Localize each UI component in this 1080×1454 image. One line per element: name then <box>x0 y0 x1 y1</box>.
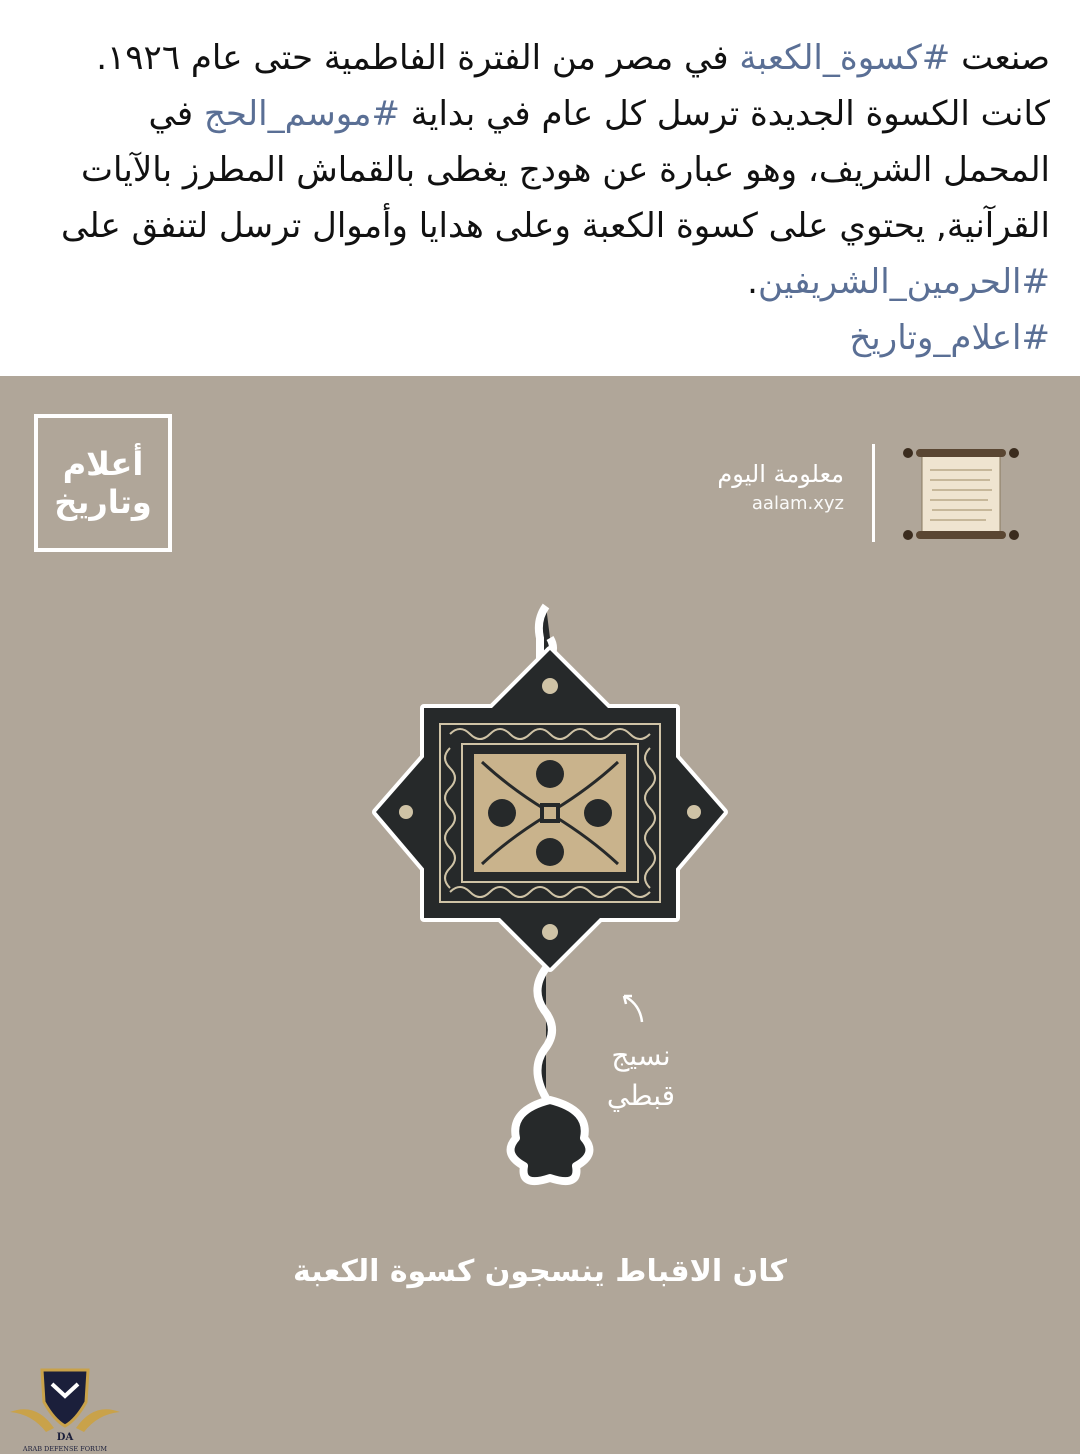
artifact-label-line-1: نسيج <box>611 1039 671 1072</box>
info-site: aalam.xyz <box>751 493 844 514</box>
watermark-initials: DA <box>56 1432 74 1443</box>
info-block <box>680 458 844 518</box>
post-text-part-4: . <box>747 262 758 302</box>
watermark-logo <box>6 1362 124 1454</box>
artifact-label-line-2: قبطي <box>606 1079 676 1112</box>
post-image-card[interactable] <box>0 376 1080 1454</box>
info-divider <box>872 444 875 542</box>
hashtag-kiswa-link[interactable]: #كسوة_الكعبة <box>739 38 951 78</box>
card-caption: كان الاقباط ينسجون كسوة الكعبة <box>293 1254 787 1289</box>
post-text-part-2: في مصر من الفترة الفاطمية حتى عام ١٩٢٦. كانت الكسوة الجديدة ترسل كل عام في بداية <box>96 38 1050 134</box>
hashtag-haramain-link[interactable]: #الحرمين_الشريفين <box>757 262 1050 302</box>
post-text-part-3: في المحمل الشريف، وهو عبارة عن هودج يغطى بالقماش المطرز بالآيات القرآنية, يحتوي على كسوة الكعبة وعلى هدايا وأموال ترسل لتنفق على <box>60 94 1050 246</box>
brand-logo <box>34 414 172 552</box>
brand-logo-line-1: أعلام <box>62 445 144 483</box>
post-text <box>40 30 1050 366</box>
arrow-icon <box>612 988 652 1028</box>
scroll-icon <box>900 444 1022 544</box>
hashtag-aalam-link[interactable]: #اعلام_وتاريخ <box>849 318 1050 358</box>
hashtag-hajj-link[interactable]: #موسم_الحج <box>203 94 400 134</box>
post-text-part-1: صنعت <box>950 38 1050 78</box>
artifact-label <box>596 1036 686 1116</box>
info-title: معلومة اليوم <box>717 460 844 488</box>
brand-logo-line-2: وتاريخ <box>54 483 152 521</box>
watermark-name: ARAB DEFENSE FORUM <box>22 1445 108 1453</box>
